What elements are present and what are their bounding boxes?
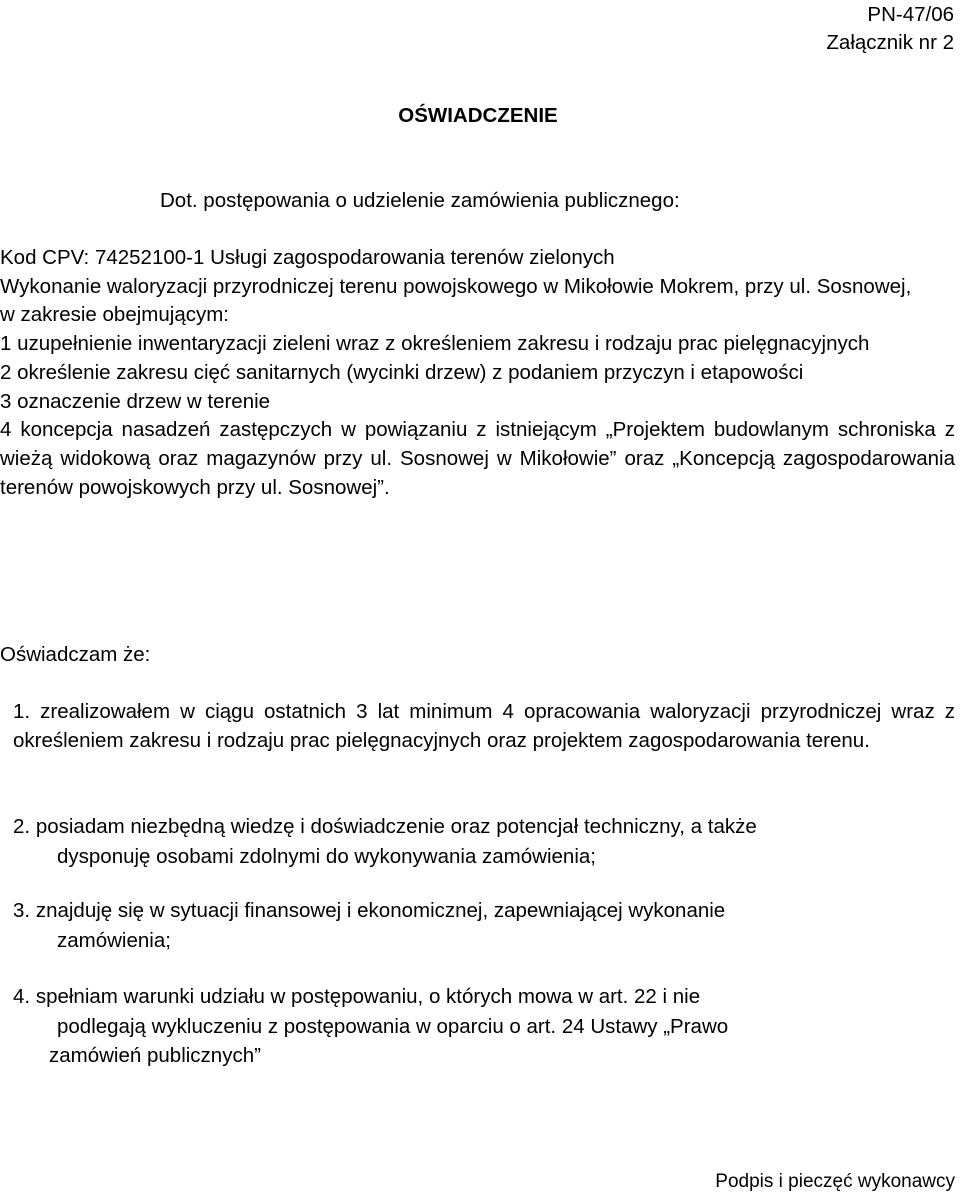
point-text: znajduję się w sytuacji finansowej i ekonomicznej, zapewniającej wykonanie: [35, 899, 726, 922]
scope-item: 2 określenie zakresu cięć sanitarnych (wycinki drzew) z podaniem przyczyn i etapowości: [0, 360, 804, 384]
point-text-continued: podlegają wykluczeniu z postępowania w oparciu o art. 24 Ustawy „Prawo: [57, 1014, 729, 1038]
declaration-intro: Oświadczam że:: [0, 643, 151, 666]
cpv-code-line: Kod CPV: 74252100-1 Usługi zagospodarowania terenów zielonych: [0, 246, 615, 269]
procurement-details: [0, 244, 955, 502]
point-text: posiadam niezbędną wiedzę i doświadczenie oraz potencjał techniczny, a także: [35, 815, 757, 838]
point-text: spełniam warunki udziału w postępowaniu, o których mowa w art. 22 i nie: [35, 985, 701, 1008]
declaration-point-1: 1. zrealizowałem w ciągu ostatnich 3 lat minimum 4 opracowania waloryzacji przyrodniczej wraz z określeniem zakresu i rodzaju prac pielęgnacyjnych oraz projektem zagospodarowania terenu.: [13, 700, 955, 752]
point-number: 4.: [13, 985, 31, 1008]
signature-label: Podpis i pieczęć wykonawcy: [715, 1171, 955, 1192]
document-reference: [826, 1, 954, 57]
subject-line: Dot. postępowania o udzielenie zamówienia publicznego:: [160, 189, 680, 212]
point-number: 3.: [13, 899, 31, 922]
declaration-point-2: [13, 812, 913, 871]
task-description: Wykonanie waloryzacji przyrodniczej terenu powojskowego w Mikołowie Mokrem, przy ul. Sosnowej,: [0, 274, 912, 298]
point-text-continued: zamówienia;: [57, 928, 171, 952]
scope-intro: w zakresie obejmującym:: [0, 303, 229, 327]
scope-item: 3 oznaczenie drzew w terenie: [0, 389, 271, 413]
attachment-label: Załącznik nr 2: [826, 31, 954, 54]
point-text-continued: zamówień publicznych”: [49, 1044, 261, 1067]
point-number: 2.: [13, 815, 31, 838]
point-text-continued: dysponuję osobami zdolnymi do wykonywania zamówienia;: [57, 844, 596, 868]
declaration-point-3: [13, 896, 913, 955]
scope-item: 4 koncepcja nasadzeń zastępczych w powiązaniu z istniejącym „Projektem budowlanym schroniska z wieżą widokową oraz magazynów przy ul. Sosnowej w Mikołowie” oraz „Koncepcją zagospodarowania terenów powojskowych przy ul. Sosnowej”.: [0, 418, 955, 499]
reference-number: PN-47/06: [867, 3, 954, 26]
scope-item: 1 uzupełnienie inwentaryzacji zieleni wraz z określeniem zakresu i rodzaju prac pielęgnacyjnych: [0, 332, 870, 356]
declaration-point-4: [13, 982, 913, 1071]
document-title: OŚWIADCZENIE: [398, 104, 558, 127]
